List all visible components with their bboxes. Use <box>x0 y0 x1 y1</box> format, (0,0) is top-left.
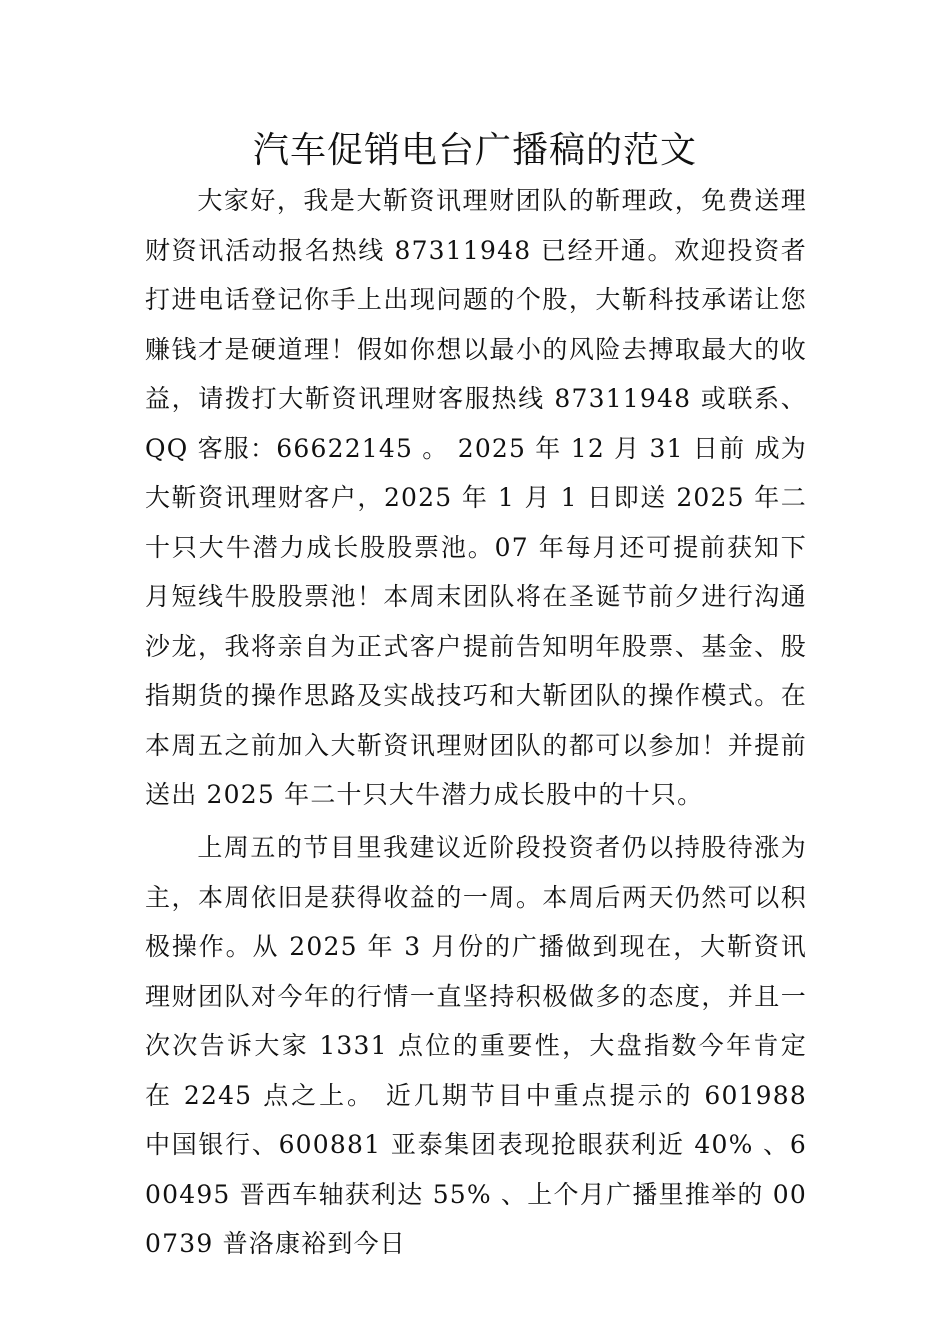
document-title: 汽车促销电台广播稿的范文 <box>252 130 697 171</box>
paragraph-1 <box>145 176 807 820</box>
paragraph-2 <box>145 823 807 1269</box>
paragraph-1-text: 大家好，我是大靳资讯理财团队的靳理政，免费送理财资讯活动报名热线 87311948 已经开通。欢迎投资者打进电话登记你手上出现问题的个股，大靳科技承诺让您赚钱才是硬道理！假如你想以最小的风险去搏取最大的收益，请拨打大靳资讯理财客服热线 87311948 或联系、QQ 客服：66622145 。 2025 年 12 月 31 日前 成为大靳资讯理财客户，2025 年 1 月 1 日即送 2025 年二十只大牛潜力成长股股票池。07 年每月还可提前获知下月短线牛股股票池！本周末团队将在圣诞节前夕进行沟通沙龙，我将亲自为正式客户提前告知明年股票、基金、股指期货的操作思路及实战技巧和大靳团队的操作模式。在本周五之前加入大靳资讯理财团队的都可以参加！并提前送出 2025 年二十只大牛潜力成长股中的十只。 <box>145 186 807 809</box>
paragraph-2-text: 上周五的节目里我建议近阶段投资者仍以持股待涨为主，本周依旧是获得收益的一周。本周后两天仍然可以积极操作。从 2025 年 3 月份的广播做到现在，大靳资讯理财团队对今年的行情一直坚持积极做多的态度，并且一次次告诉大家 1331 点位的重要性，大盘指数今年肯定在 2245 点之上。 近几期节目中重点提示的 601988 中国银行、600881 亚泰集团表现抢眼获利近 40% 、600495 晋西车轴获利达 55% 、上个月广播里推举的 000739 普洛康裕到今日 <box>145 833 807 1258</box>
